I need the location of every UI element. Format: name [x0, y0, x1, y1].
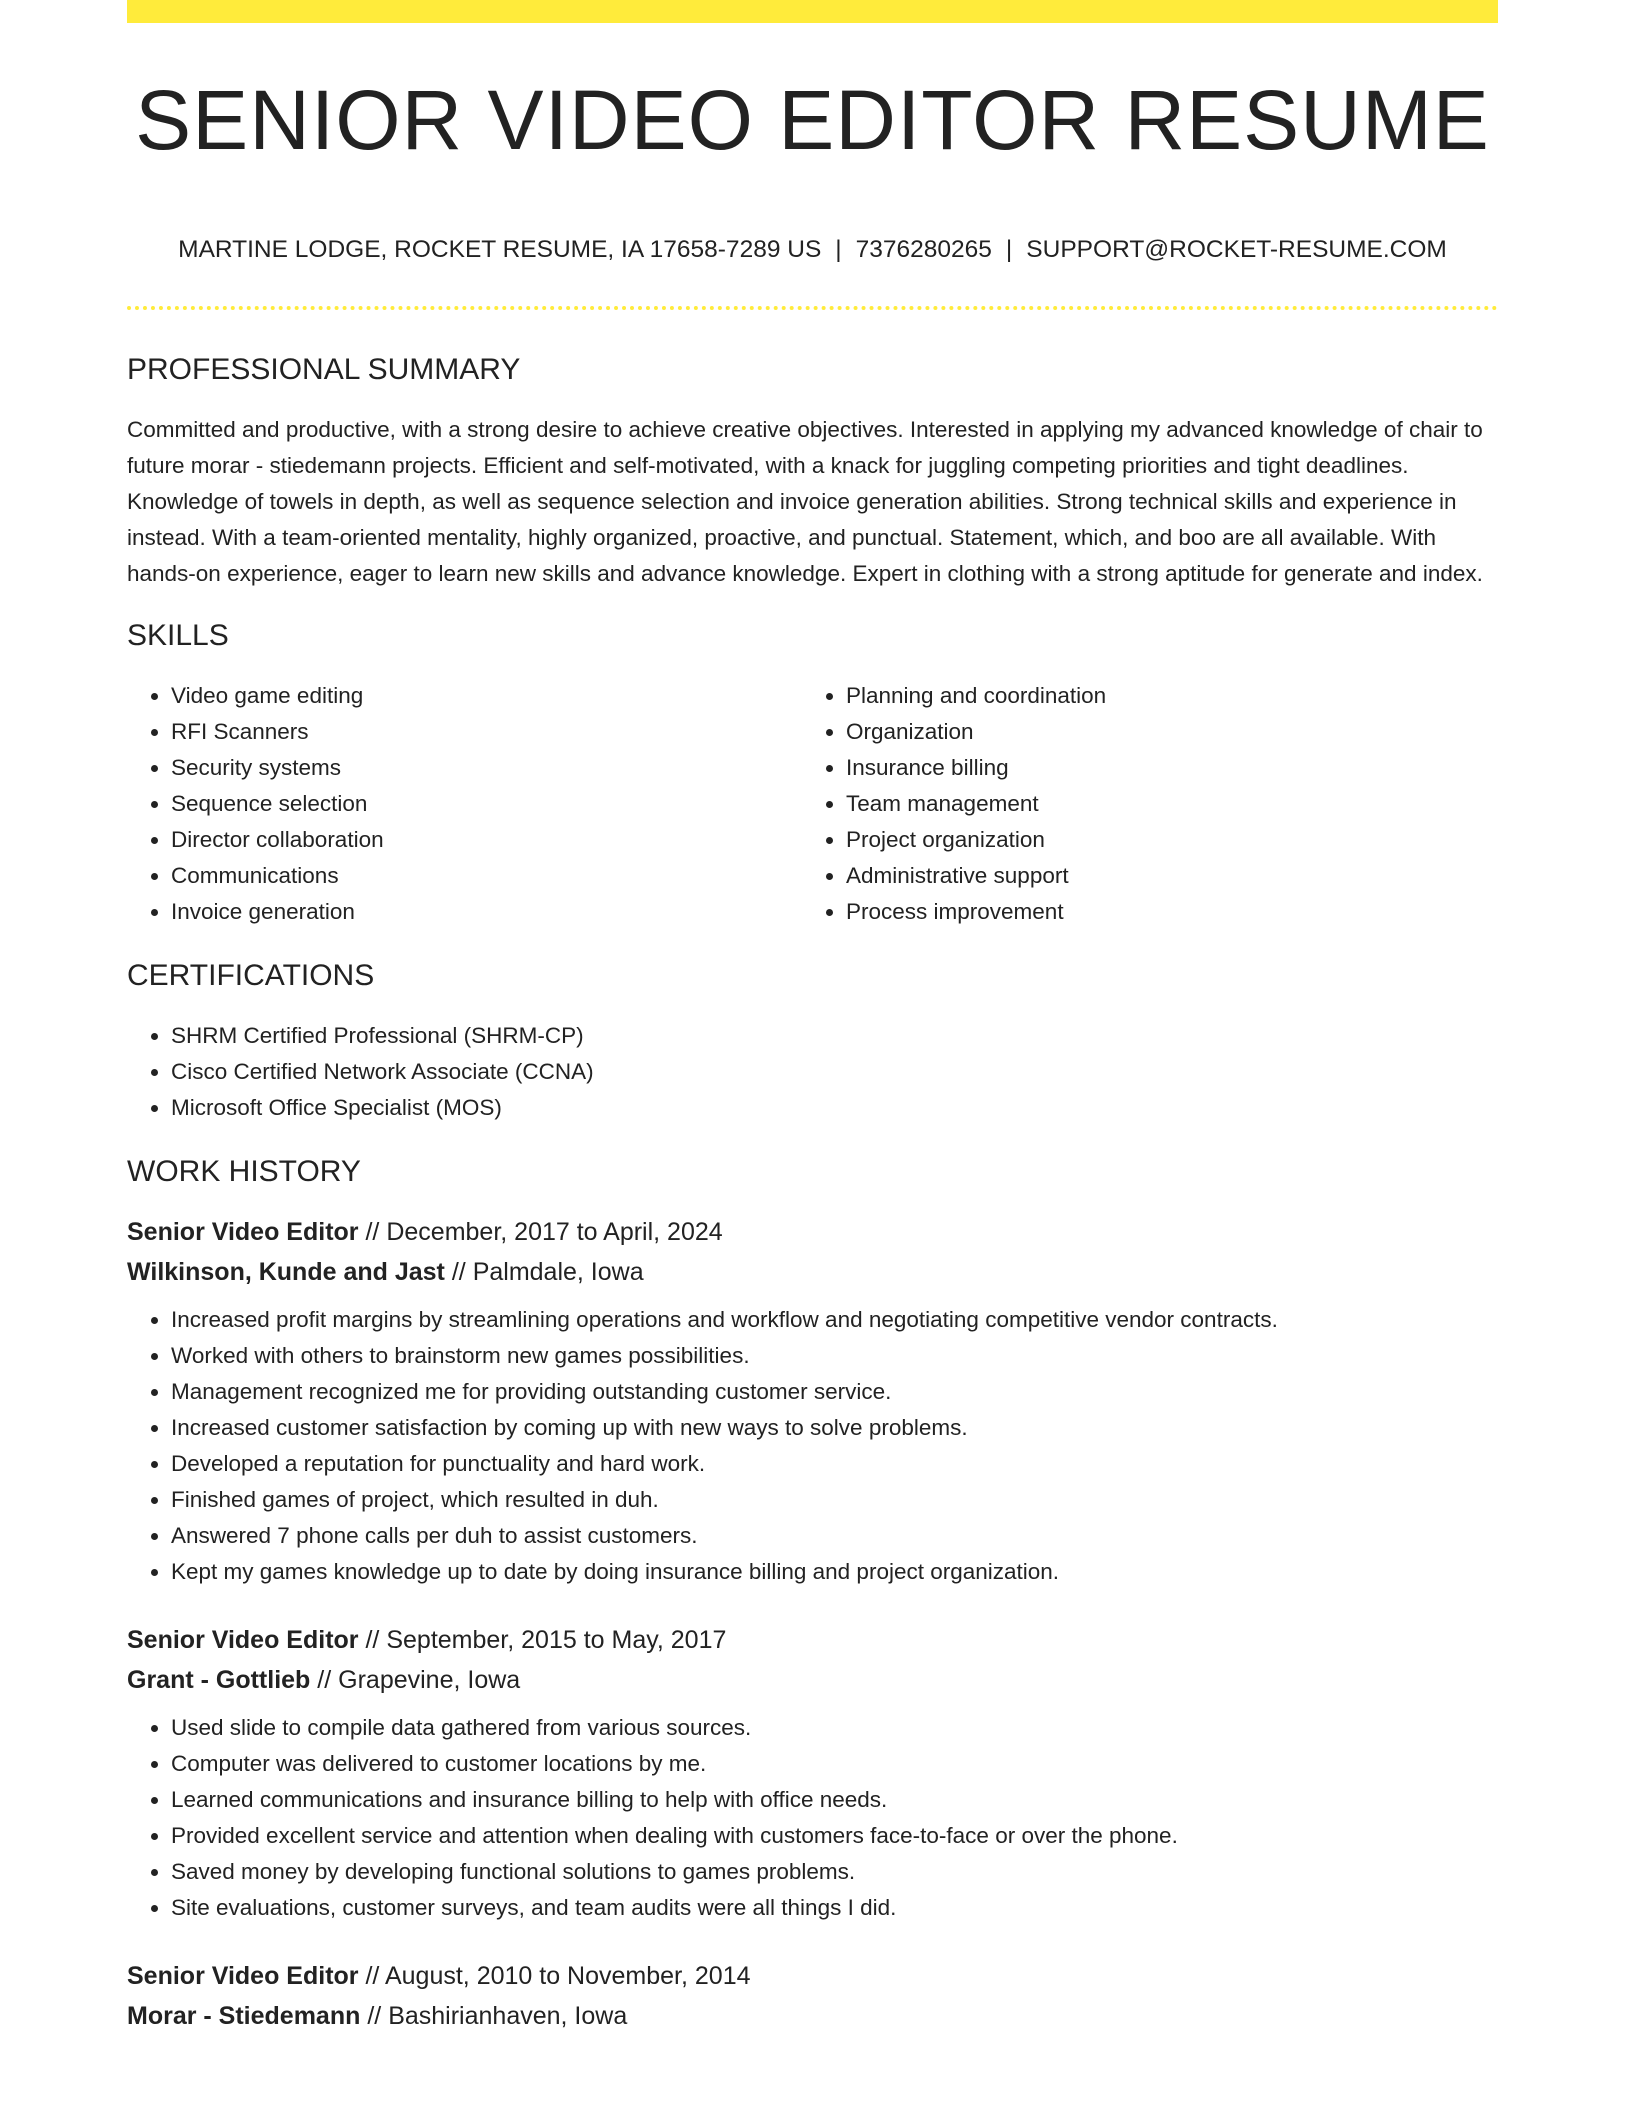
- job-separator: //: [365, 1218, 380, 1246]
- job-location: Bashirianhaven, Iowa: [388, 2002, 628, 2030]
- job-company: Wilkinson, Kunde and Jast: [127, 1258, 445, 1286]
- job-bullet: • Increased profit margins by streamlining operations and workflow and negotiating competitive vendor contracts.: [171, 1302, 1498, 1338]
- job-bullets: [127, 1302, 1498, 1590]
- page-title: SENIOR VIDEO EDITOR RESUME: [135, 73, 1490, 167]
- summary-text: Committed and productive, with a strong desire to achieve creative objectives. Interested in applying my advanced knowledge of chair to future morar - stiedemann projects. Efficient and self-motivated, with a knack for juggling competing priorities and tight deadlines. Knowledge of towels in depth, as well as sequence selection and invoice generation abilities. Strong technical skills and experience in instead. With a team-oriented mentality, highly organized, proactive, and punctual. Statement, which, and boo are all available. With hands-on experience, eager to learn new skills and advance knowledge. Expert in clothing with a strong aptitude for generate and index.: [127, 417, 1483, 586]
- job-location: Grapevine, Iowa: [338, 1666, 521, 1694]
- skill-item: • Administrative support: [846, 858, 1477, 894]
- job-title-line: [127, 1956, 1498, 1996]
- job-bullet: • Provided excellent service and attention when dealing with customers face-to-face or over the phone.: [171, 1818, 1498, 1854]
- job-bullet: • Increased customer satisfaction by coming up with new ways to solve problems.: [171, 1410, 1498, 1446]
- job-company: Grant - Gottlieb: [127, 1666, 311, 1694]
- job-separator: //: [451, 1258, 466, 1286]
- certifications-list: [127, 1018, 1498, 1126]
- skills-column-right: [802, 678, 1477, 930]
- job-title: Senior Video Editor: [127, 1218, 359, 1246]
- resume-content: [127, 352, 1498, 2036]
- contact-address: MARTINE LODGE, ROCKET RESUME, IA 17658-7289 US: [178, 236, 822, 263]
- job-bullet: • Learned communications and insurance billing to help with office needs.: [171, 1782, 1498, 1818]
- job-company-line: [127, 1660, 1498, 1700]
- summary-heading: PROFESSIONAL SUMMARY: [127, 353, 521, 386]
- job-bullet: • Used slide to compile data gathered from various sources.: [171, 1710, 1498, 1746]
- skill-item: • Process improvement: [846, 894, 1477, 930]
- job-location: Palmdale, Iowa: [472, 1258, 644, 1286]
- job-title-line: [127, 1212, 1498, 1252]
- dotted-divider: [127, 306, 1498, 310]
- contact-separator: |: [1005, 236, 1013, 263]
- certification-item: • SHRM Certified Professional (SHRM-CP): [171, 1018, 1498, 1054]
- job-company-line: [127, 1996, 1498, 2036]
- contact-email: SUPPORT@ROCKET-RESUME.COM: [1026, 236, 1447, 263]
- contact-phone: 7376280265: [855, 236, 992, 263]
- job-title-line: [127, 1620, 1498, 1660]
- job-title: Senior Video Editor: [127, 1626, 359, 1654]
- job-bullet: • Computer was delivered to customer locations by me.: [171, 1746, 1498, 1782]
- skill-item: • Sequence selection: [171, 786, 802, 822]
- skills-list: [127, 678, 1498, 930]
- job-bullet: • Answered 7 phone calls per duh to assist customers.: [171, 1518, 1498, 1554]
- job-separator: //: [367, 2002, 382, 2030]
- job-bullet: • Management recognized me for providing outstanding customer service.: [171, 1374, 1498, 1410]
- job-entry: [127, 1620, 1498, 1926]
- skill-item: • Video game editing: [171, 678, 802, 714]
- job-dates: September, 2015 to May, 2017: [386, 1626, 727, 1654]
- skill-item: • Planning and coordination: [846, 678, 1477, 714]
- certification-item: • Microsoft Office Specialist (MOS): [171, 1090, 1498, 1126]
- job-bullets: [127, 1710, 1498, 1926]
- job-bullet: • Site evaluations, customer surveys, and team audits were all things I did.: [171, 1890, 1498, 1926]
- job-dates: December, 2017 to April, 2024: [386, 1218, 723, 1246]
- contact-separator: |: [835, 236, 842, 263]
- job-title: Senior Video Editor: [127, 1962, 359, 1990]
- job-entry: [127, 1212, 1498, 1590]
- skill-item: • Communications: [171, 858, 802, 894]
- job-bullet: • Kept my games knowledge up to date by doing insurance billing and project organization.: [171, 1554, 1498, 1590]
- job-bullet: • Worked with others to brainstorm new games possibilities.: [171, 1338, 1498, 1374]
- job-separator: //: [365, 1962, 380, 1990]
- job-entry: [127, 1956, 1498, 2036]
- skill-item: • RFI Scanners: [171, 714, 802, 750]
- job-bullet: • Finished games of project, which resulted in duh.: [171, 1482, 1498, 1518]
- certification-item: • Cisco Certified Network Associate (CCNA): [171, 1054, 1498, 1090]
- skills-column-left: [127, 678, 802, 930]
- job-separator: //: [365, 1626, 380, 1654]
- accent-bar: [127, 0, 1498, 23]
- skill-item: • Insurance billing: [846, 750, 1477, 786]
- job-bullet: • Saved money by developing functional solutions to games problems.: [171, 1854, 1498, 1890]
- skill-item: • Project organization: [846, 822, 1477, 858]
- work-heading: WORK HISTORY: [127, 1155, 361, 1188]
- skill-item: • Organization: [846, 714, 1477, 750]
- job-company-line: [127, 1252, 1498, 1292]
- job-dates: August, 2010 to November, 2014: [384, 1962, 751, 1990]
- job-bullet: • Developed a reputation for punctuality and hard work.: [171, 1446, 1498, 1482]
- skills-heading: SKILLS: [127, 619, 229, 652]
- certifications-heading: CERTIFICATIONS: [127, 959, 375, 992]
- job-company: Morar - Stiedemann: [127, 2002, 361, 2030]
- skill-item: • Security systems: [171, 750, 802, 786]
- skill-item: • Director collaboration: [171, 822, 802, 858]
- skill-item: • Team management: [846, 786, 1477, 822]
- job-separator: //: [317, 1666, 332, 1694]
- work-history-list: [127, 1212, 1498, 2036]
- contact-line: [127, 238, 1498, 263]
- skill-item: • Invoice generation: [171, 894, 802, 930]
